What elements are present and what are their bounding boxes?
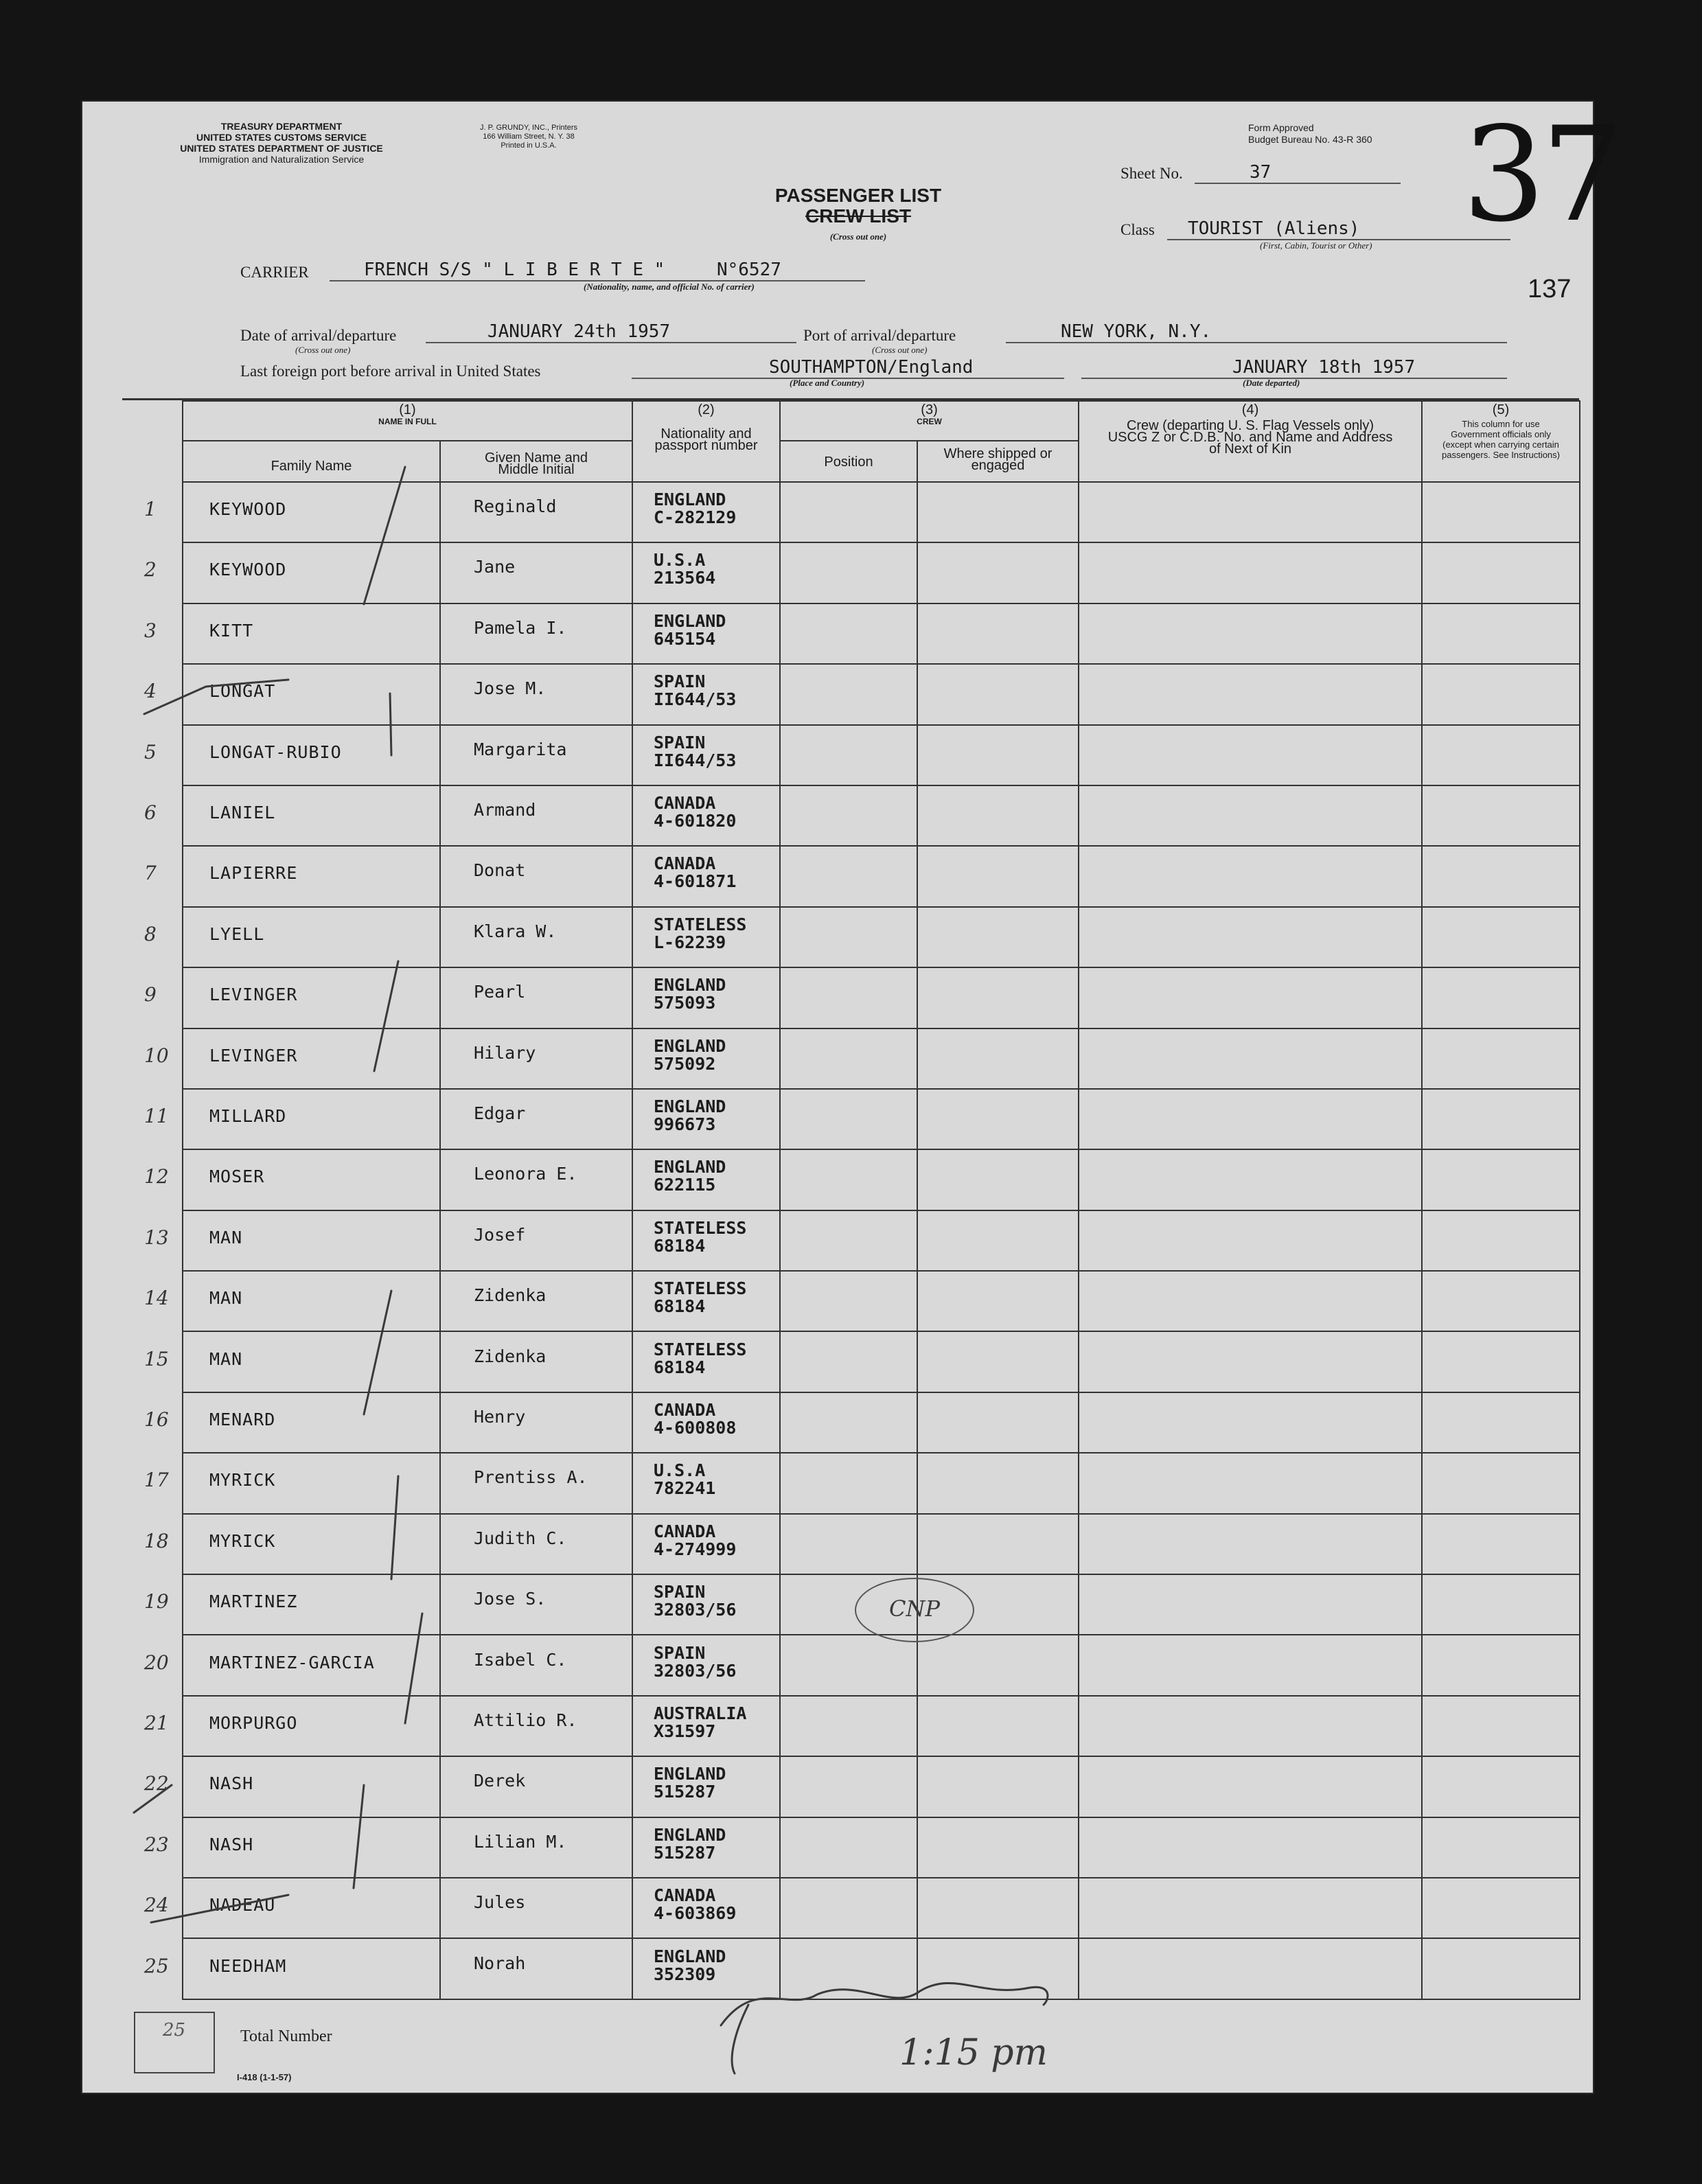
given-name: Leonora E. xyxy=(474,1164,577,1184)
family-name: MOSER xyxy=(209,1166,265,1187)
date-departed-note: (Date departed) xyxy=(1243,378,1300,388)
row-number: 3 xyxy=(144,619,157,642)
row-number: 8 xyxy=(144,922,157,945)
printer-line: J. P. GRUNDY, INC., Printers xyxy=(479,124,578,132)
given-name: Jose S. xyxy=(474,1589,547,1609)
given-name: Donat xyxy=(474,860,526,881)
row-number: 7 xyxy=(144,862,157,885)
family-name: LEVINGER xyxy=(209,985,298,1005)
family-name: LONGAT-RUBIO xyxy=(209,742,342,762)
family-name: LAPIERRE xyxy=(209,863,298,884)
col-2-number: (2) xyxy=(698,402,715,417)
row-number: 15 xyxy=(144,1347,169,1370)
row-number: 19 xyxy=(144,1590,169,1613)
given-name: Pearl xyxy=(474,982,526,1002)
row-number: 22 xyxy=(144,1772,169,1795)
passport-number: 996673 xyxy=(654,1114,716,1134)
row-number: 12 xyxy=(144,1165,169,1188)
check-stroke xyxy=(390,693,391,755)
date-note: (Cross out one) xyxy=(295,345,351,355)
row-number: 1 xyxy=(144,498,157,520)
family-name: NASH xyxy=(209,1773,254,1794)
row-number: 4 xyxy=(144,680,157,703)
family-name-label: Family Name xyxy=(271,459,352,474)
date-departed-value: JANUARY 18th 1957 xyxy=(1081,357,1507,379)
row-number: 18 xyxy=(144,1529,169,1552)
given-name: Reginald xyxy=(474,496,557,516)
signature-scribble xyxy=(721,1984,1048,2025)
given-name: Pamela I. xyxy=(474,617,567,638)
given-name: Derek xyxy=(474,1771,526,1791)
budget-bureau: Budget Bureau No. 43-R 360 xyxy=(1248,134,1372,145)
nationality: ENGLAND xyxy=(654,1764,726,1784)
family-name: NASH xyxy=(209,1834,254,1854)
port-label: Port of arrival/departure xyxy=(803,327,956,344)
nationality: CANADA xyxy=(654,1400,716,1420)
row-number: 17 xyxy=(144,1469,169,1492)
nationality: ENGLAND xyxy=(654,1096,726,1116)
check-stroke xyxy=(144,680,288,714)
crew-depart-header: Crew (departing U. S. Flag Vessels only) USCG Z or C.D.B. No. and Name and Address of Next of Kin xyxy=(1107,418,1393,457)
nationality: U.S.A xyxy=(654,550,706,571)
family-name: MAN xyxy=(209,1227,243,1248)
nationality: SPAIN xyxy=(654,1642,706,1663)
family-name: LYELL xyxy=(209,923,265,944)
given-name: Hilary xyxy=(474,1042,536,1063)
passport-number: 4-603869 xyxy=(654,1903,737,1924)
nationality: ENGLAND xyxy=(654,975,726,996)
nationality: ENGLAND xyxy=(654,1824,726,1845)
agency-line: UNITED STATES DEPARTMENT OF JUSTICE xyxy=(180,143,383,154)
family-name: NADEAU xyxy=(209,1895,276,1916)
cnp-stamp: CNP xyxy=(855,1578,974,1642)
col-1-title: NAME IN FULL xyxy=(378,417,437,426)
row-number: 16 xyxy=(144,1408,169,1431)
row-number: 11 xyxy=(144,1105,169,1127)
passport-number: 213564 xyxy=(654,568,716,588)
row-number: 20 xyxy=(144,1651,169,1674)
position-label: Position xyxy=(824,455,873,470)
passport-number: 352309 xyxy=(654,1964,716,1984)
last-port-note: (Place and Country) xyxy=(790,378,865,388)
family-name: MAN xyxy=(209,1288,243,1309)
family-name: LEVINGER xyxy=(209,1045,298,1066)
passport-number: 4-274999 xyxy=(654,1539,737,1559)
class-label: Class xyxy=(1120,221,1155,238)
check-stroke xyxy=(151,1895,288,1922)
carrier-note: (Nationality, name, and official No. of carrier) xyxy=(584,281,755,292)
nationality: STATELESS xyxy=(654,1278,747,1299)
carrier-value: FRENCH S/S " L I B E R T E " xyxy=(364,260,665,280)
row-number: 6 xyxy=(144,801,157,824)
passport-number: 68184 xyxy=(654,1357,706,1377)
row-number: 23 xyxy=(144,1832,169,1856)
passport-number: 515287 xyxy=(654,1782,716,1802)
row-number: 2 xyxy=(144,558,157,582)
passport-number: 4-600808 xyxy=(654,1418,737,1438)
check-stroke xyxy=(405,1613,422,1723)
row-number: 24 xyxy=(144,1894,169,1917)
crew-list-title: CREW LIST xyxy=(805,205,911,227)
passport-number: X31597 xyxy=(654,1721,716,1741)
check-stroke xyxy=(364,1291,391,1414)
nationality: ENGLAND xyxy=(654,1946,726,1966)
nationality-header: Nationality and passport number xyxy=(654,426,758,453)
shipped-label: Where shipped or engaged xyxy=(943,446,1053,473)
title-note: (Cross out one) xyxy=(829,231,887,242)
passport-number: 68184 xyxy=(654,1296,706,1317)
given-name: Klara W. xyxy=(474,921,557,941)
given-name: Norah xyxy=(474,1953,526,1973)
page-number: 137 xyxy=(1528,275,1572,303)
row-number: 13 xyxy=(144,1226,169,1249)
check-stroke xyxy=(364,467,405,604)
col-1-number: (1) xyxy=(399,402,416,417)
col-5-number: (5) xyxy=(1492,402,1510,417)
nationality: ENGLAND xyxy=(654,1035,726,1056)
nationality: STATELESS xyxy=(654,1339,747,1359)
passport-number: 645154 xyxy=(654,628,716,649)
sheet-label: Sheet No. xyxy=(1120,165,1183,182)
signature-stroke xyxy=(732,2005,748,2073)
port-note: (Cross out one) xyxy=(872,345,928,355)
row-number: 5 xyxy=(144,740,157,763)
carrier-label: CARRIER xyxy=(240,264,309,281)
passport-number: 515287 xyxy=(654,1842,716,1863)
passport-number: C-282129 xyxy=(654,507,737,527)
given-name: Henry xyxy=(474,1407,526,1427)
family-name: MORPURGO xyxy=(209,1713,298,1733)
carrier-number: N°6527 xyxy=(716,260,781,280)
passport-number: 32803/56 xyxy=(654,1600,737,1620)
passport-number: 4-601820 xyxy=(654,811,737,831)
check-stroke xyxy=(374,961,398,1071)
passport-number: 68184 xyxy=(654,1235,706,1256)
check-stroke xyxy=(391,1476,398,1579)
printer-line: Printed in U.S.A. xyxy=(501,141,557,150)
given-name: Jules xyxy=(474,1892,526,1913)
nationality: CANADA xyxy=(654,853,716,874)
family-name: KEYWOOD xyxy=(209,560,287,580)
form-approved: Form Approved xyxy=(1248,122,1314,133)
class-value: TOURIST (Aliens) xyxy=(1167,218,1510,240)
nationality: AUSTRALIA xyxy=(654,1703,747,1723)
sheet-number: 37 xyxy=(1195,162,1401,184)
given-name: Prentiss A. xyxy=(474,1467,588,1488)
check-stroke xyxy=(354,1785,364,1888)
nationality: CANADA xyxy=(654,793,716,813)
passport-number: 4-601871 xyxy=(654,871,737,892)
given-name: Isabel C. xyxy=(474,1649,567,1670)
nationality: ENGLAND xyxy=(654,610,726,631)
passport-number: 782241 xyxy=(654,1478,716,1499)
given-name: Zidenka xyxy=(474,1346,547,1366)
passport-number: L-62239 xyxy=(654,932,726,952)
sheet-big-number: 37 xyxy=(1462,99,1620,251)
given-name: Josef xyxy=(474,1224,526,1245)
family-name: MYRICK xyxy=(209,1530,276,1551)
given-name: Zidenka xyxy=(474,1285,547,1306)
family-name: MARTINEZ xyxy=(209,1591,298,1612)
given-name: Attilio R. xyxy=(474,1710,577,1730)
family-name: LANIEL xyxy=(209,803,276,823)
family-name: KITT xyxy=(209,620,254,641)
passport-number: II644/53 xyxy=(654,750,737,770)
given-name: Jane xyxy=(474,557,516,577)
family-name: LONGAT xyxy=(209,681,276,702)
given-name: Jose M. xyxy=(474,678,547,699)
nationality: SPAIN xyxy=(654,671,706,692)
family-name: MARTINEZ-GARCIA xyxy=(209,1652,375,1673)
row-number: 9 xyxy=(144,983,157,1007)
officials-header: This column for use Government officials only (except when carrying certain passengers. See Instructions) xyxy=(1442,419,1560,460)
nationality: ENGLAND xyxy=(654,1157,726,1177)
nationality: U.S.A xyxy=(654,1460,706,1481)
passport-number: 575092 xyxy=(654,1053,716,1074)
nationality: SPAIN xyxy=(654,732,706,752)
family-name: MENARD xyxy=(209,1410,276,1429)
check-stroke xyxy=(134,1785,172,1813)
form-number: I-418 (1-1-57) xyxy=(237,2072,292,2082)
given-name: Margarita xyxy=(474,739,567,759)
passenger-list-title: PASSENGER LIST xyxy=(774,185,942,206)
date-value: JANUARY 24th 1957 xyxy=(426,321,796,343)
family-name: MYRICK xyxy=(209,1470,276,1491)
crew-header: CREW xyxy=(917,417,942,426)
last-port-label: Last foreign port before arrival in United States xyxy=(240,363,541,380)
nationality: CANADA xyxy=(654,1885,716,1906)
nationality: SPAIN xyxy=(654,1582,706,1602)
nationality: STATELESS xyxy=(654,1217,747,1238)
row-number: 14 xyxy=(144,1287,169,1310)
passport-number: II644/53 xyxy=(654,689,737,710)
nationality: STATELESS xyxy=(654,914,747,934)
row-number: 10 xyxy=(144,1044,169,1067)
given-name: Judith C. xyxy=(474,1528,567,1548)
family-name: MAN xyxy=(209,1348,243,1369)
date-label: Date of arrival/departure xyxy=(240,327,397,344)
nationality: CANADA xyxy=(654,1521,716,1541)
nationality: ENGLAND xyxy=(654,490,726,509)
given-name: Lilian M. xyxy=(474,1831,567,1852)
total-number-label: Total Number xyxy=(240,2027,332,2045)
passport-number: 32803/56 xyxy=(654,1660,737,1681)
passport-number: 622115 xyxy=(654,1175,716,1195)
given-name: Armand xyxy=(474,800,536,820)
col-3-number: (3) xyxy=(921,402,938,417)
printer-line: 166 William Street, N. Y. 38 xyxy=(483,133,575,141)
row-number: 25 xyxy=(144,1954,169,1977)
agency-line: Immigration and Naturalization Service xyxy=(198,154,365,165)
passport-number: 575093 xyxy=(654,993,716,1013)
col-4-number: (4) xyxy=(1241,402,1259,417)
time-note: 1:15 pm xyxy=(899,2032,1048,2073)
given-name-label: Given Name and Middle Initial xyxy=(484,450,588,477)
family-name: NEEDHAM xyxy=(209,1955,287,1976)
class-note: (First, Cabin, Tourist or Other) xyxy=(1260,240,1372,251)
port-value: NEW YORK, N.Y. xyxy=(1006,321,1507,343)
row-number: 21 xyxy=(144,1712,169,1734)
total-number-box: 25 xyxy=(134,2012,215,2073)
agency-line: TREASURY DEPARTMENT xyxy=(220,121,343,132)
family-name: MILLARD xyxy=(209,1106,287,1126)
agency-line: UNITED STATES CUSTOMS SERVICE xyxy=(196,132,367,143)
family-name: KEYWOOD xyxy=(209,499,287,519)
last-port-value: SOUTHAMPTON/England xyxy=(632,357,1064,379)
given-name: Edgar xyxy=(474,1103,526,1123)
